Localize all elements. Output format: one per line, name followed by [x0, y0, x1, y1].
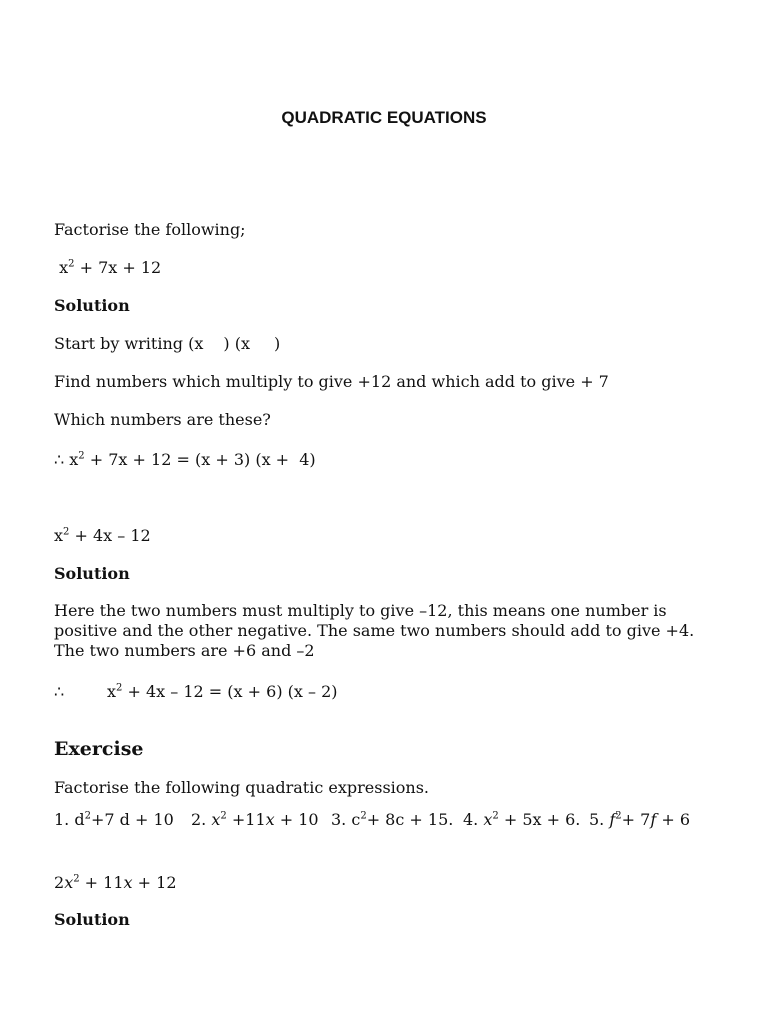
exercise-q5: 5. $f^2+ 7f + 6$ [589, 810, 691, 829]
explanation-2: Here the two numbers must multiply to give –12, this means one number is positive and the other negative. The same two numbers should add to give +4. The two numbers are +6 and –2 [54, 601, 695, 660]
step-find-numbers: Find numbers which multiply to give +12 and which add to give + 7 [54, 372, 609, 391]
answer-1: ∴ $x^2 + 7x + 12 = (x + 3) (x + 4)$ [54, 450, 316, 469]
step-which-numbers: Which numbers are these? [54, 410, 271, 429]
exercise-heading: Exercise [54, 738, 144, 760]
solution-label-1: Solution [54, 296, 130, 315]
expression-3: $2x^2 + 11x + 12$ [54, 873, 177, 892]
therefore-symbol: ∴ [54, 682, 65, 701]
expression-2: $x^2 + 4x - 12$ [54, 526, 151, 545]
exercise-q4: 4. $x^2 + 5x + 6$. [463, 810, 581, 829]
instruction-text: Factorise the following; [54, 220, 246, 239]
solution-label-3: Solution [54, 910, 130, 929]
solution-label-2: Solution [54, 564, 130, 583]
page-title: QUADRATIC EQUATIONS [281, 108, 487, 127]
exercise-q1: 1. $d^2+7$ d + 10 [54, 810, 174, 829]
exercise-q2: 2. $x^2 +11x + 10$ [191, 810, 319, 829]
expression-1: $x^2 + 7x + 12$ [54, 258, 162, 277]
exercise-instruction: Factorise the following quadratic expressions. [54, 778, 429, 797]
answer-2: $x^2 + 4x - 12 = (x + 6)$ (x – 2) [107, 682, 338, 701]
step-start-writing: Start by writing (x ) (x ) [54, 334, 281, 353]
exercise-q3: 3. $c^2+ 8c + 15$. [331, 810, 454, 829]
